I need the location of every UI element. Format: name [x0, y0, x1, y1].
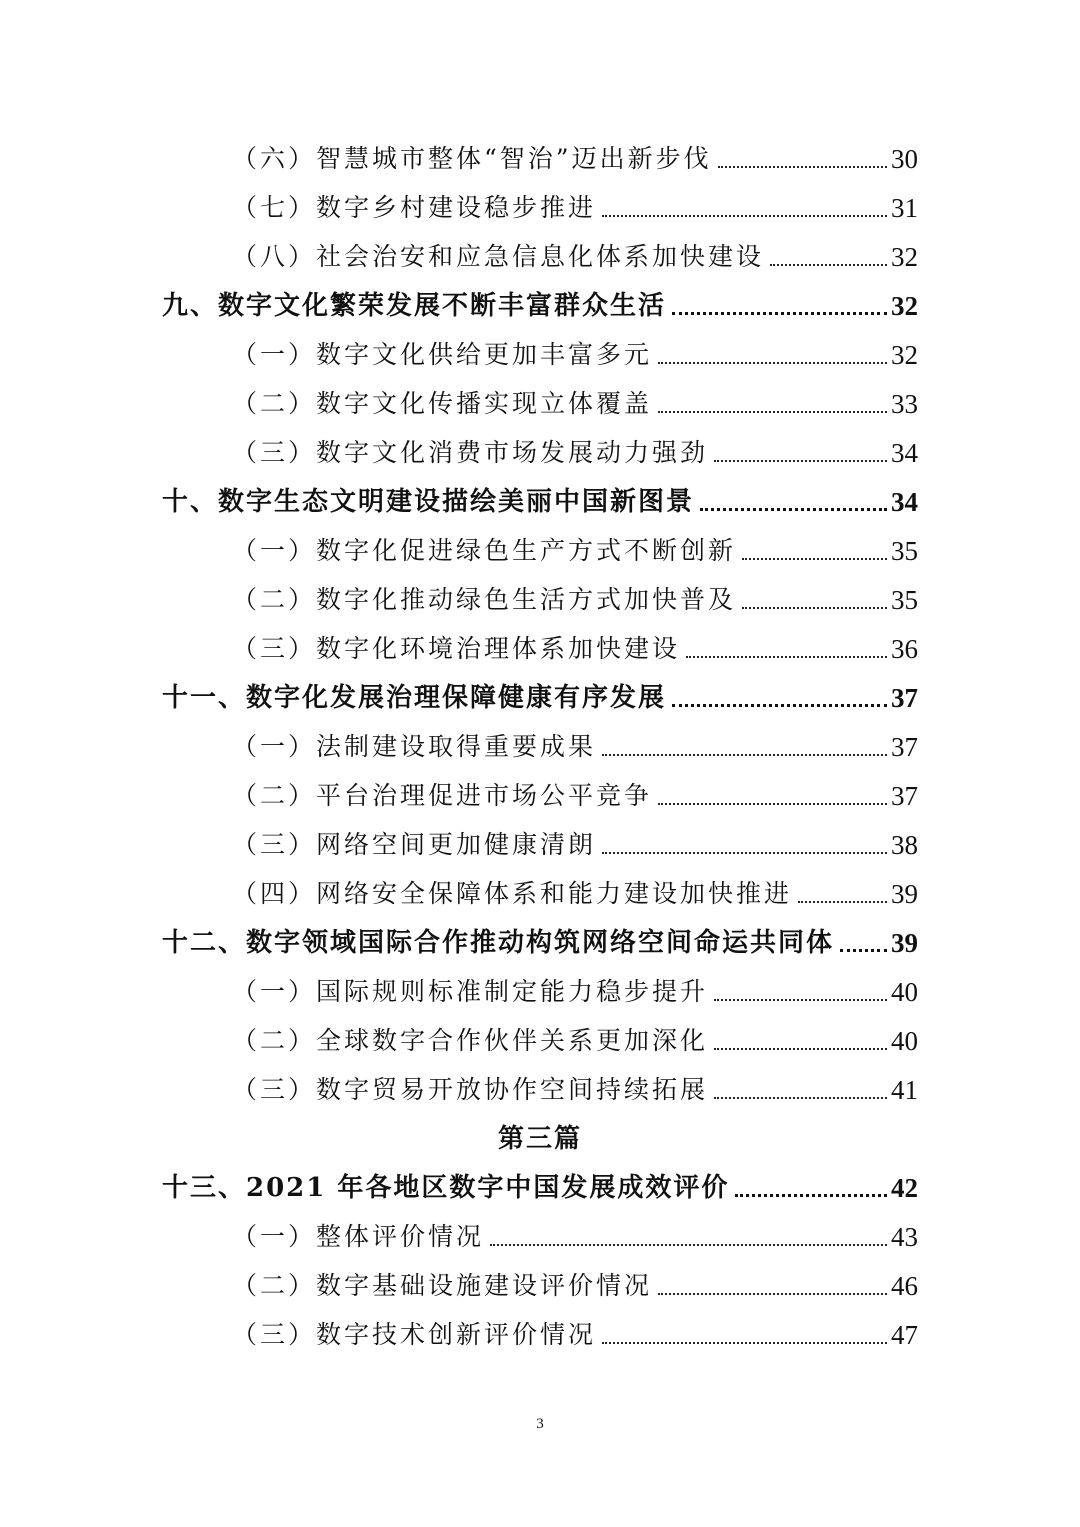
entry-title: （六）智慧城市整体“智治”迈出新步伐: [232, 144, 712, 173]
entry-title: 十三、2021 年各地区数字中国发展成效评价: [162, 1173, 730, 1203]
entry-title: 十二、数字领域国际合作推动构筑网络空间命运共同体: [162, 928, 835, 958]
dot-leader: [714, 1048, 887, 1050]
dot-leader: [602, 215, 887, 217]
part-heading: 第三篇: [497, 1124, 582, 1154]
entry-title: （二）全球数字合作伙伴关系更加深化: [232, 1026, 709, 1055]
dot-leader: [714, 999, 887, 1001]
entry-page-number: 40: [891, 1026, 918, 1056]
entry-title: （一）数字化促进绿色生产方式不断创新: [232, 536, 737, 565]
toc-section-entry: [162, 575, 918, 624]
entry-page-number: 32: [891, 291, 918, 321]
entry-page-number: 31: [891, 193, 918, 223]
dot-leader: [658, 803, 887, 805]
entry-title: （八）社会治安和应急信息化体系加快建设: [232, 242, 765, 271]
toc-section-entry: [162, 330, 918, 379]
entry-page-number: 32: [891, 242, 918, 272]
entry-title: （三）数字文化消费市场发展动力强劲: [232, 438, 709, 467]
entry-page-number: 37: [891, 732, 918, 762]
toc-section-entry: [162, 526, 918, 575]
entry-page-number: 32: [891, 340, 918, 370]
dot-leader: [742, 607, 887, 609]
dot-leader: [658, 362, 887, 364]
toc-section-entry: [162, 379, 918, 428]
entry-page-number: 42: [891, 1173, 918, 1203]
entry-title: （二）数字化推动绿色生活方式加快普及: [232, 585, 737, 614]
dot-leader: [602, 852, 887, 854]
dot-leader: [602, 1342, 887, 1344]
entry-page-number: 39: [891, 879, 918, 909]
toc-chapter-entry: [162, 281, 918, 330]
dot-leader: [840, 949, 887, 952]
toc-section-entry: [162, 1212, 918, 1261]
entry-page-number: 40: [891, 977, 918, 1007]
dot-leader: [798, 901, 887, 903]
entry-title: （二）数字基础设施建设评价情况: [232, 1271, 653, 1300]
entry-page-number: 41: [891, 1075, 918, 1105]
dot-leader: [658, 411, 887, 413]
entry-page-number: 46: [891, 1271, 918, 1301]
entry-page-number: 35: [891, 585, 918, 615]
entry-title: （一）法制建设取得重要成果: [232, 732, 597, 761]
toc-chapter-entry: [162, 1163, 918, 1212]
entry-title: 十一、数字化发展治理保障健康有序发展: [162, 683, 667, 713]
entry-page-number: 33: [891, 389, 918, 419]
table-of-contents: [162, 134, 918, 1359]
toc-section-entry: [162, 820, 918, 869]
entry-page-number: 30: [891, 144, 918, 174]
entry-title: （一）数字文化供给更加丰富多元: [232, 340, 653, 369]
entry-page-number: 36: [891, 634, 918, 664]
entry-page-number: 34: [891, 487, 918, 517]
dot-leader: [770, 264, 887, 266]
entry-title: （三）数字贸易开放协作空间持续拓展: [232, 1075, 709, 1104]
entry-title: 十、数字生态文明建设描绘美丽中国新图景: [162, 487, 695, 517]
dot-leader: [658, 1293, 887, 1295]
entry-title: （三）数字技术创新评价情况: [232, 1320, 597, 1349]
toc-section-entry: [162, 428, 918, 477]
toc-section-list: [162, 1163, 918, 1359]
entry-page-number: 37: [891, 781, 918, 811]
toc-section-entry: [162, 1016, 918, 1065]
toc-section-entry: [162, 624, 918, 673]
page-number: 3: [536, 1416, 544, 1432]
toc-chapter-entry: [162, 477, 918, 526]
entry-title: （七）数字乡村建设稳步推进: [232, 193, 597, 222]
entry-title: （一）整体评价情况: [232, 1222, 485, 1251]
dot-leader: [602, 754, 887, 756]
toc-section-list: [162, 134, 918, 1114]
dot-leader: [672, 704, 887, 707]
dot-leader: [718, 166, 887, 168]
dot-leader: [686, 656, 887, 658]
dot-leader: [490, 1244, 887, 1246]
entry-title: （二）数字文化传播实现立体覆盖: [232, 389, 653, 418]
toc-section-entry: [162, 771, 918, 820]
entry-page-number: 38: [891, 830, 918, 860]
entry-page-number: 39: [891, 928, 918, 958]
toc-section-entry: [162, 967, 918, 1016]
entry-page-number: 35: [891, 536, 918, 566]
toc-section-entry: [162, 869, 918, 918]
entry-title: （二）平台治理促进市场公平竞争: [232, 781, 653, 810]
entry-title: （四）网络安全保障体系和能力建设加快推进: [232, 879, 793, 908]
entry-page-number: 43: [891, 1222, 918, 1252]
toc-chapter-entry: [162, 673, 918, 722]
dot-leader: [700, 508, 887, 511]
toc-section-entry: [162, 1310, 918, 1359]
entry-page-number: 34: [891, 438, 918, 468]
dot-leader: [672, 312, 887, 315]
entry-title: （三）数字化环境治理体系加快建设: [232, 634, 681, 663]
dot-leader: [714, 460, 887, 462]
entry-title: （一）国际规则标准制定能力稳步提升: [232, 977, 709, 1006]
dot-leader: [742, 558, 887, 560]
entry-title: 九、数字文化繁荣发展不断丰富群众生活: [162, 291, 667, 321]
entry-page-number: 37: [891, 683, 918, 713]
toc-section-entry: [162, 1065, 918, 1114]
toc-chapter-entry: [162, 918, 918, 967]
dot-leader: [735, 1194, 887, 1197]
toc-section-entry: [162, 134, 918, 183]
dot-leader: [714, 1097, 887, 1099]
toc-section-entry: [162, 722, 918, 771]
toc-section-entry: [162, 1261, 918, 1310]
entry-page-number: 47: [891, 1320, 918, 1350]
toc-section-entry: [162, 232, 918, 281]
entry-title: （三）网络空间更加健康清朗: [232, 830, 597, 859]
toc-section-entry: [162, 183, 918, 232]
